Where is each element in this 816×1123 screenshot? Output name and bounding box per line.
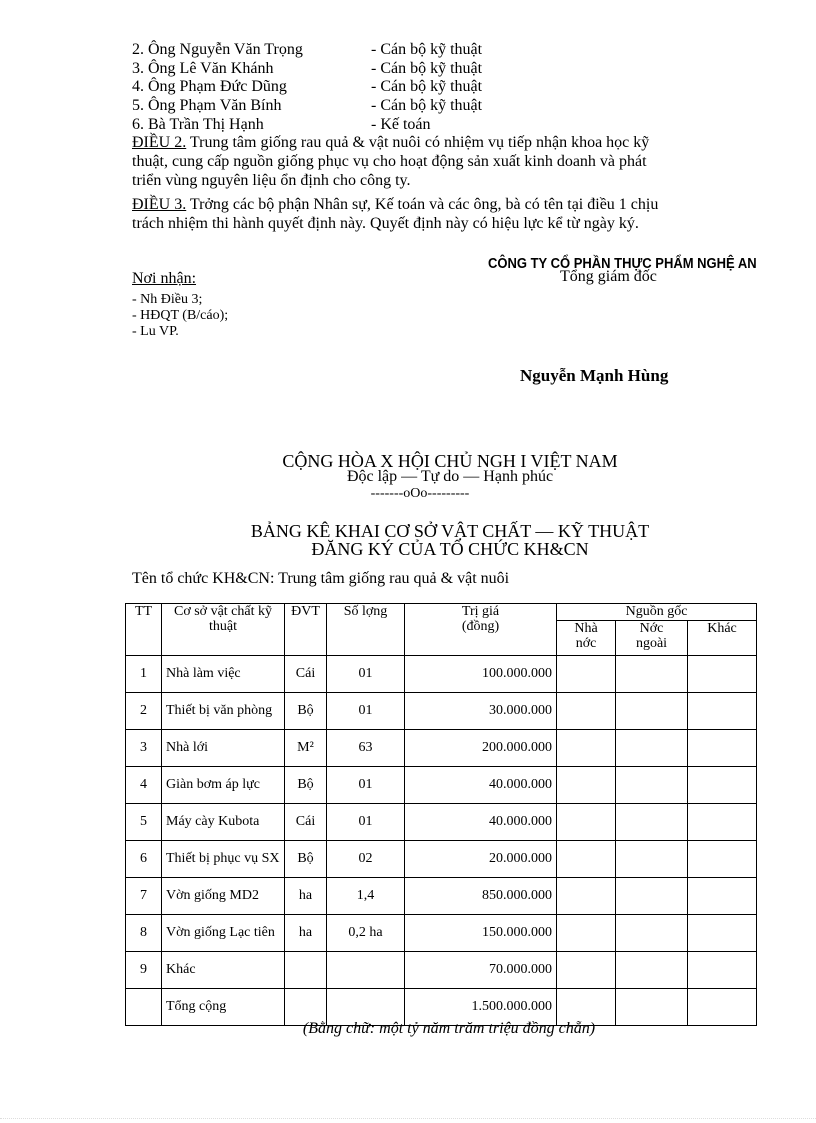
- cell-value: 40.000.000: [405, 804, 557, 841]
- table-row: [126, 804, 757, 841]
- cell-state: [557, 915, 616, 952]
- total-value: 1.500.000.000: [405, 989, 557, 1026]
- table-row: [126, 841, 757, 878]
- article-3-text: Trởng các bộ phận Nhân sự, Kế toán và các ông, bà có tên tại điều 1 chịu: [186, 196, 659, 213]
- document-title: BẢNG KÊ KHAI CƠ SỞ VẬT CHẤT — KỸ THUẬT: [250, 521, 650, 541]
- recipient-item: - HĐQT (B/cáo);: [132, 308, 229, 323]
- member-role: - Cán bộ kỹ thuật: [371, 97, 483, 114]
- cell-state: [557, 952, 616, 989]
- cell-qty: 02: [327, 841, 405, 878]
- article-3-line: [132, 196, 658, 214]
- cell-item: Thiết bị phục vụ SX: [162, 841, 285, 878]
- amount-in-words: (Bằng chữ: một tỷ năm trăm triệu đồng chẵn): [302, 1020, 596, 1037]
- cell-item: Máy cày Kubota: [162, 804, 285, 841]
- cell-other: [688, 767, 757, 804]
- table-row: [126, 878, 757, 915]
- cell-value: 30.000.000: [405, 693, 557, 730]
- table-row: [126, 730, 757, 767]
- cell-foreign: [616, 804, 688, 841]
- cell-item: Vờn giống Lạc tiên: [162, 915, 285, 952]
- cell-other: [688, 841, 757, 878]
- cell-qty: 01: [327, 656, 405, 693]
- header-tt: TT: [126, 604, 162, 656]
- cell-qty: [327, 952, 405, 989]
- motto: Độc lập — Tự do — Hạnh phúc: [346, 468, 554, 485]
- article-2-text: Trung tâm giống rau quả & vật nuôi có nhiệm vụ tiếp nhận khoa học kỹ: [186, 134, 650, 151]
- cell-unit: M²: [285, 730, 327, 767]
- recipient-item: - Nh Điều 3;: [132, 292, 203, 307]
- cell-foreign: [616, 915, 688, 952]
- member-role: - Cán bộ kỹ thuật: [371, 60, 483, 77]
- cell-other: [688, 915, 757, 952]
- cell-state: [557, 804, 616, 841]
- header-foreign: Nớc ngoài: [616, 621, 688, 656]
- cell-unit: ha: [285, 878, 327, 915]
- cell-tt: 2: [126, 693, 162, 730]
- cell-value: 200.000.000: [405, 730, 557, 767]
- cell-tt: 5: [126, 804, 162, 841]
- table-row: [126, 767, 757, 804]
- cell-state: [557, 656, 616, 693]
- signer-name: Nguyễn Mạnh Hùng: [520, 366, 669, 385]
- table-row: [126, 693, 757, 730]
- total-label: Tổng cộng: [162, 989, 285, 1026]
- cell-qty: 0,2 ha: [327, 915, 405, 952]
- cell-unit: [285, 952, 327, 989]
- cell-other: [688, 952, 757, 989]
- article-2-line: thuật, cung cấp nguồn giống phục vụ cho hoạt động sản xuất kinh doanh và phát: [132, 153, 647, 170]
- header-qty: Số lợng: [327, 604, 405, 656]
- cell-qty: 01: [327, 767, 405, 804]
- cell-item: Giàn bơm áp lực: [162, 767, 285, 804]
- article-2-line: triển vùng nguyên liệu ổn định cho công ty.: [132, 172, 411, 189]
- article-3-label: ĐIỀU 3.: [132, 196, 187, 213]
- article-3-line: trách nhiệm thi hành quyết định này. Quyết định này có hiệu lực kể từ ngày ký.: [132, 215, 639, 232]
- cell-state: [557, 878, 616, 915]
- header-other: Khác: [688, 621, 757, 656]
- member-name: 4. Ông Phạm Đức Dũng: [132, 78, 287, 95]
- cell-foreign: [616, 767, 688, 804]
- cell-item: Nhà lới: [162, 730, 285, 767]
- cell-foreign: [616, 878, 688, 915]
- member-name: 6. Bà Trần Thị Hạnh: [132, 116, 264, 133]
- cell-item: Khác: [162, 952, 285, 989]
- cell-qty: 1,4: [327, 878, 405, 915]
- table-row: [126, 656, 757, 693]
- cell-value: 850.000.000: [405, 878, 557, 915]
- cell-tt: 3: [126, 730, 162, 767]
- cell-state: [557, 841, 616, 878]
- member-name: 2. Ông Nguyễn Văn Trọng: [132, 41, 303, 58]
- cell-other: [688, 656, 757, 693]
- cell-value: 20.000.000: [405, 841, 557, 878]
- cell-tt: 1: [126, 656, 162, 693]
- header-state: Nhà nớc: [557, 621, 616, 656]
- member-role: - Kế toán: [371, 116, 431, 133]
- cell-other: [688, 878, 757, 915]
- member-role: - Cán bộ kỹ thuật: [371, 41, 483, 58]
- cell-other: [688, 730, 757, 767]
- member-name: 3. Ông Lê Văn Khánh: [132, 60, 274, 77]
- member-name: 5. Ông Phạm Văn Bính: [132, 97, 282, 114]
- cell-unit: Bộ: [285, 841, 327, 878]
- cell-item: Vờn giống MD2: [162, 878, 285, 915]
- cell-unit: Cái: [285, 656, 327, 693]
- cell-unit: Bộ: [285, 693, 327, 730]
- cell-value: 150.000.000: [405, 915, 557, 952]
- cell-foreign: [616, 730, 688, 767]
- page-bottom-divider: [0, 1118, 816, 1119]
- article-2-line: [132, 134, 649, 152]
- organization-name: Tên tổ chức KH&CN: Trung tâm giống rau quả & vật nuôi: [132, 570, 510, 587]
- header-unit: ĐVT: [285, 604, 327, 656]
- cell-unit: ha: [285, 915, 327, 952]
- cell-unit: Bộ: [285, 767, 327, 804]
- company-title: Tổng giám đốc: [560, 268, 657, 285]
- asset-table: [125, 603, 757, 1026]
- header-value: Trị giá (đồng): [405, 604, 557, 656]
- cell-tt: 8: [126, 915, 162, 952]
- table-row: [126, 915, 757, 952]
- document-subtitle: ĐĂNG KÝ CỦA TỔ CHỨC KH&CN: [311, 539, 589, 559]
- recipient-item: - Lu VP.: [132, 324, 179, 339]
- republic-heading: CỘNG HÒA X HỘI CHỦ NGH I VIỆT NAM: [282, 451, 618, 471]
- cell-state: [557, 693, 616, 730]
- cell-foreign: [616, 841, 688, 878]
- cell-foreign: [616, 693, 688, 730]
- member-role: - Cán bộ kỹ thuật: [371, 78, 483, 95]
- cell-tt: 7: [126, 878, 162, 915]
- cell-item: Thiết bị văn phòng: [162, 693, 285, 730]
- cell-value: 70.000.000: [405, 952, 557, 989]
- divider: -------oOo---------: [370, 486, 470, 501]
- table-row: [126, 952, 757, 989]
- cell-foreign: [616, 952, 688, 989]
- cell-value: 40.000.000: [405, 767, 557, 804]
- cell-tt: 9: [126, 952, 162, 989]
- cell-item: Nhà làm việc: [162, 656, 285, 693]
- cell-qty: 63: [327, 730, 405, 767]
- cell-state: [557, 767, 616, 804]
- cell-qty: 01: [327, 693, 405, 730]
- recipients-heading: Nơi nhận:: [132, 270, 197, 287]
- header-origin: Nguồn gốc: [557, 604, 757, 621]
- cell-foreign: [616, 656, 688, 693]
- article-2-label: ĐIỀU 2.: [132, 134, 187, 151]
- cell-other: [688, 804, 757, 841]
- header-item: Cơ sở vật chất kỹ thuật: [162, 604, 285, 656]
- cell-state: [557, 730, 616, 767]
- cell-unit: Cái: [285, 804, 327, 841]
- cell-tt: 6: [126, 841, 162, 878]
- cell-value: 100.000.000: [405, 656, 557, 693]
- cell-qty: 01: [327, 804, 405, 841]
- company-name: CÔNG TY CỔ PHẦN THỰC PHẨM NGHỆ AN: [488, 254, 757, 272]
- cell-tt: 4: [126, 767, 162, 804]
- cell-other: [688, 693, 757, 730]
